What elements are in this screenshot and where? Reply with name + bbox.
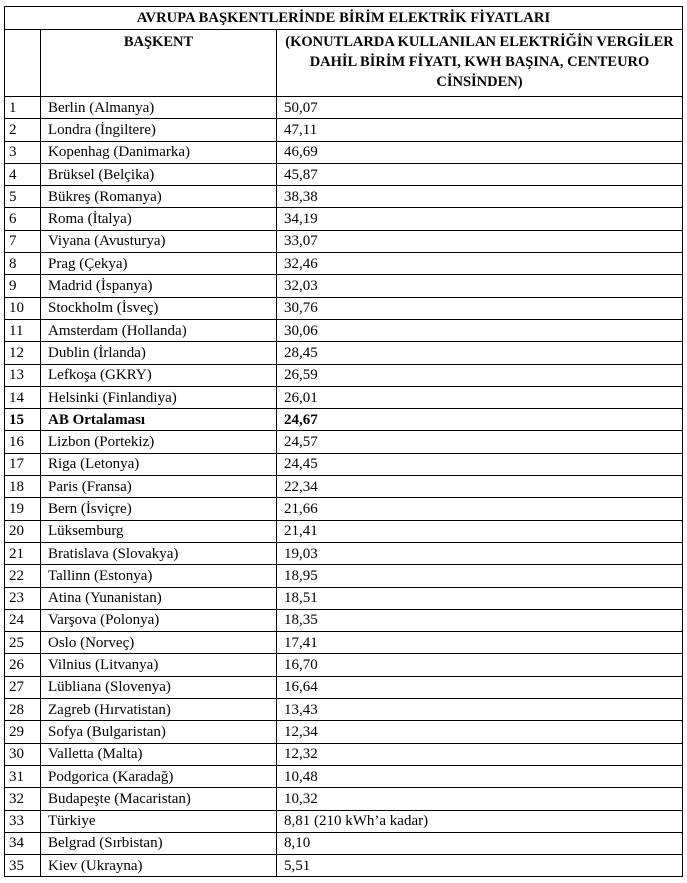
value-cell: 46,69 xyxy=(277,141,683,163)
table-row xyxy=(5,386,683,408)
rank-cell: 14 xyxy=(5,386,41,408)
rank-cell: 29 xyxy=(5,721,41,743)
city-cell: Paris (Fransa) xyxy=(41,476,277,498)
city-cell: Berlin (Almanya) xyxy=(41,97,277,119)
table-row xyxy=(5,364,683,386)
city-cell: Vilnius (Litvanya) xyxy=(41,654,277,676)
table-row xyxy=(5,587,683,609)
table-row xyxy=(5,119,683,141)
header-value-cell xyxy=(277,30,683,97)
value-cell: 17,41 xyxy=(277,632,683,654)
value-cell: 12,32 xyxy=(277,743,683,765)
value-cell: 8,10 xyxy=(277,832,683,854)
header-city-label: BAŞKENT xyxy=(123,34,194,50)
city-cell: Helsinki (Finlandiya) xyxy=(41,386,277,408)
value-cell: 32,03 xyxy=(277,275,683,297)
city-cell: Prag (Çekya) xyxy=(41,253,277,275)
table-body xyxy=(5,7,683,877)
rank-cell: 23 xyxy=(5,587,41,609)
value-cell: 12,34 xyxy=(277,721,683,743)
city-cell: Bratislava (Slovakya) xyxy=(41,542,277,564)
city-cell: Dublin (İrlanda) xyxy=(41,342,277,364)
value-cell: 10,48 xyxy=(277,765,683,787)
value-cell: 33,07 xyxy=(277,230,683,252)
table-row xyxy=(5,275,683,297)
table-row xyxy=(5,319,683,341)
value-cell: 26,01 xyxy=(277,386,683,408)
rank-cell: 25 xyxy=(5,632,41,654)
city-cell: Bükreş (Romanya) xyxy=(41,186,277,208)
city-cell: Londra (İngiltere) xyxy=(41,119,277,141)
rank-cell: 26 xyxy=(5,654,41,676)
table-row xyxy=(5,788,683,810)
value-cell: 10,32 xyxy=(277,788,683,810)
table-row xyxy=(5,163,683,185)
rank-cell: 9 xyxy=(5,275,41,297)
city-cell: AB Ortalaması xyxy=(41,409,277,431)
table-row xyxy=(5,431,683,453)
rank-cell: 31 xyxy=(5,765,41,787)
rank-cell: 19 xyxy=(5,498,41,520)
rank-cell: 34 xyxy=(5,832,41,854)
value-cell: 34,19 xyxy=(277,208,683,230)
value-cell: 21,41 xyxy=(277,520,683,542)
table-row xyxy=(5,676,683,698)
value-cell: 30,06 xyxy=(277,319,683,341)
table-row xyxy=(5,520,683,542)
value-cell: 28,45 xyxy=(277,342,683,364)
rank-cell: 8 xyxy=(5,253,41,275)
header-value-label: (KONUTLARDA KULLANILAN ELEKTRİĞİN VERGİLER DAHİL BİRİM FİYATI, KWH BAŞINA, CENTEURO CİNSİNDEN) xyxy=(285,34,674,90)
table-row xyxy=(5,297,683,319)
rank-cell: 12 xyxy=(5,342,41,364)
city-cell: Madrid (İspanya) xyxy=(41,275,277,297)
rank-cell: 11 xyxy=(5,319,41,341)
city-cell: Lüksemburg xyxy=(41,520,277,542)
rank-cell: 33 xyxy=(5,810,41,832)
value-cell: 24,45 xyxy=(277,453,683,475)
city-cell: Podgorica (Karadağ) xyxy=(41,765,277,787)
rank-cell: 20 xyxy=(5,520,41,542)
table-row xyxy=(5,409,683,431)
city-cell: Lizbon (Portekiz) xyxy=(41,431,277,453)
value-cell: 26,59 xyxy=(277,364,683,386)
table-title: AVRUPA BAŞKENTLERİNDE BİRİM ELEKTRİK FİYATLARI xyxy=(5,7,683,30)
table-row xyxy=(5,743,683,765)
rank-cell: 1 xyxy=(5,97,41,119)
rank-cell: 10 xyxy=(5,297,41,319)
value-cell: 18,95 xyxy=(277,565,683,587)
rank-cell: 28 xyxy=(5,699,41,721)
city-cell: Varşova (Polonya) xyxy=(41,609,277,631)
table-row xyxy=(5,230,683,252)
value-cell: 5,51 xyxy=(277,855,683,877)
rank-cell: 21 xyxy=(5,542,41,564)
rank-cell: 13 xyxy=(5,364,41,386)
title-row xyxy=(5,7,683,30)
table-row xyxy=(5,721,683,743)
city-cell: Viyana (Avusturya) xyxy=(41,230,277,252)
rank-cell: 4 xyxy=(5,163,41,185)
header-rank-cell xyxy=(5,30,41,97)
header-city-cell xyxy=(41,30,277,97)
table-row xyxy=(5,632,683,654)
value-cell: 21,66 xyxy=(277,498,683,520)
rank-cell: 17 xyxy=(5,453,41,475)
rank-cell: 6 xyxy=(5,208,41,230)
table-row xyxy=(5,253,683,275)
value-cell: 30,76 xyxy=(277,297,683,319)
city-cell: Budapeşte (Macaristan) xyxy=(41,788,277,810)
header-row xyxy=(5,30,683,97)
table-row xyxy=(5,342,683,364)
city-cell: Kopenhag (Danimarka) xyxy=(41,141,277,163)
rank-cell: 32 xyxy=(5,788,41,810)
rank-cell: 16 xyxy=(5,431,41,453)
table-row xyxy=(5,141,683,163)
city-cell: Bern (İsviçre) xyxy=(41,498,277,520)
rank-cell: 3 xyxy=(5,141,41,163)
city-cell: Zagreb (Hırvatistan) xyxy=(41,699,277,721)
table-row xyxy=(5,765,683,787)
table-row xyxy=(5,476,683,498)
value-cell: 19,03 xyxy=(277,542,683,564)
rank-cell: 7 xyxy=(5,230,41,252)
table-row xyxy=(5,810,683,832)
rank-cell: 2 xyxy=(5,119,41,141)
city-cell: Türkiye xyxy=(41,810,277,832)
city-cell: Sofya (Bulgaristan) xyxy=(41,721,277,743)
rank-cell: 22 xyxy=(5,565,41,587)
value-cell: 18,51 xyxy=(277,587,683,609)
table-row xyxy=(5,699,683,721)
value-cell: 16,70 xyxy=(277,654,683,676)
city-cell: Riga (Letonya) xyxy=(41,453,277,475)
city-cell: Lübliana (Slovenya) xyxy=(41,676,277,698)
rank-cell: 5 xyxy=(5,186,41,208)
rank-cell: 18 xyxy=(5,476,41,498)
rank-cell: 35 xyxy=(5,855,41,877)
value-cell: 45,87 xyxy=(277,163,683,185)
table-row xyxy=(5,654,683,676)
value-cell: 50,07 xyxy=(277,97,683,119)
value-cell: 18,35 xyxy=(277,609,683,631)
table-row xyxy=(5,542,683,564)
value-cell: 32,46 xyxy=(277,253,683,275)
table-row xyxy=(5,609,683,631)
value-cell: 22,34 xyxy=(277,476,683,498)
table-row xyxy=(5,186,683,208)
value-cell: 13,43 xyxy=(277,699,683,721)
city-cell: Atina (Yunanistan) xyxy=(41,587,277,609)
city-cell: Brüksel (Belçika) xyxy=(41,163,277,185)
city-cell: Kiev (Ukrayna) xyxy=(41,855,277,877)
city-cell: Oslo (Norveç) xyxy=(41,632,277,654)
rank-cell: 15 xyxy=(5,409,41,431)
value-cell: 38,38 xyxy=(277,186,683,208)
table-row xyxy=(5,97,683,119)
rank-cell: 30 xyxy=(5,743,41,765)
city-cell: Lefkoşa (GKRY) xyxy=(41,364,277,386)
value-cell: 24,67 xyxy=(277,409,683,431)
value-cell: 8,81 (210 kWh’a kadar) xyxy=(277,810,683,832)
city-cell: Valletta (Malta) xyxy=(41,743,277,765)
table-row xyxy=(5,832,683,854)
city-cell: Stockholm (İsveç) xyxy=(41,297,277,319)
rank-cell: 24 xyxy=(5,609,41,631)
city-cell: Roma (İtalya) xyxy=(41,208,277,230)
city-cell: Tallinn (Estonya) xyxy=(41,565,277,587)
city-cell: Belgrad (Sırbistan) xyxy=(41,832,277,854)
value-cell: 16,64 xyxy=(277,676,683,698)
table-row xyxy=(5,565,683,587)
table-row xyxy=(5,208,683,230)
rank-cell: 27 xyxy=(5,676,41,698)
table-row xyxy=(5,855,683,877)
value-cell: 24,57 xyxy=(277,431,683,453)
value-cell: 47,11 xyxy=(277,119,683,141)
electricity-price-table xyxy=(4,6,683,877)
price-table-container xyxy=(4,6,683,877)
city-cell: Amsterdam (Hollanda) xyxy=(41,319,277,341)
table-row xyxy=(5,498,683,520)
table-row xyxy=(5,453,683,475)
